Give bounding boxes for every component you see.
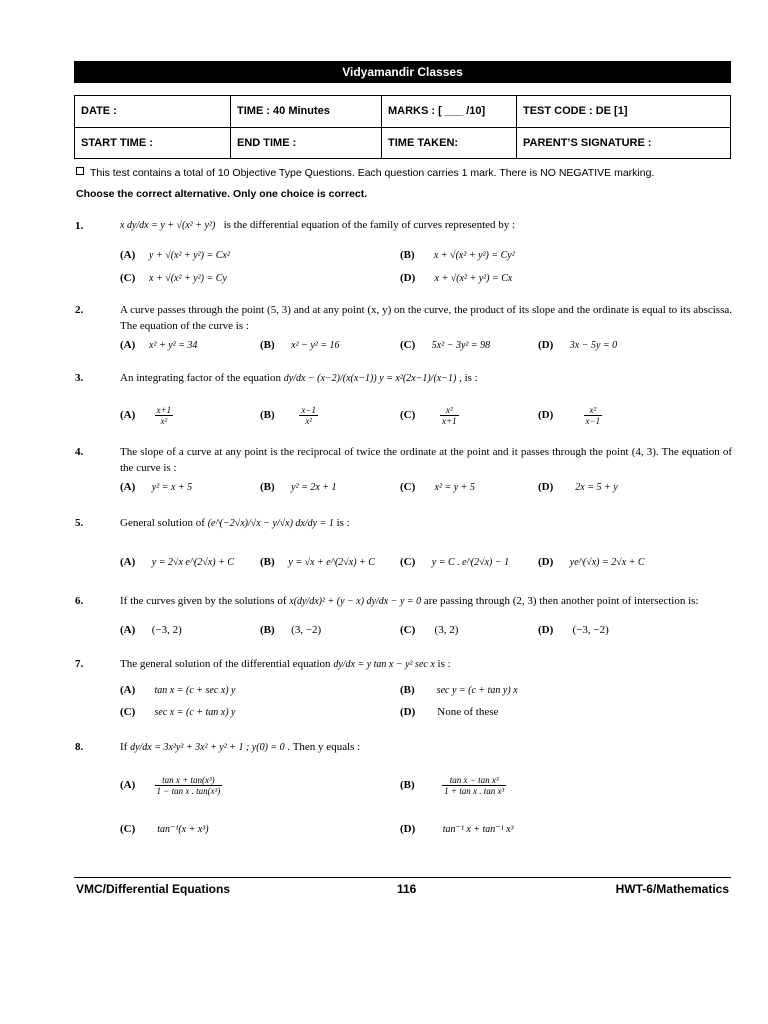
option-a[interactable] xyxy=(120,775,222,796)
question-text: The general solution of the differential equation xyxy=(120,658,331,670)
option-c[interactable] xyxy=(400,339,490,351)
option-text: ye^(√x) = 2√x + C xyxy=(569,557,645,568)
option-label: (B) xyxy=(260,624,275,636)
option-label: (B) xyxy=(260,409,275,422)
option-text: y² = x + 5 xyxy=(151,482,193,493)
option-d[interactable] xyxy=(400,272,512,284)
denominator: x² xyxy=(160,416,168,426)
numerator: x−1 xyxy=(301,405,316,415)
option-text: tan x = (c + sec x) y xyxy=(154,685,236,696)
denominator: 1 − tan x . tan(x³) xyxy=(156,786,221,796)
option-label: (B) xyxy=(400,249,415,261)
option-label: (C) xyxy=(400,481,416,493)
option-fraction xyxy=(155,775,223,796)
question-number: 7. xyxy=(75,658,84,670)
option-b[interactable] xyxy=(400,684,518,696)
option-text: (3, −2) xyxy=(291,624,322,636)
numerator: x+1 xyxy=(156,405,172,415)
option-text: (−3, 2) xyxy=(151,624,182,636)
option-label: (C) xyxy=(400,409,416,422)
page-footer xyxy=(74,877,731,896)
option-d[interactable] xyxy=(538,624,609,636)
option-label: (D) xyxy=(538,409,554,422)
option-a[interactable] xyxy=(120,481,192,493)
option-label: (C) xyxy=(120,823,136,835)
option-text: sec y = (c + tan y) x xyxy=(436,685,518,696)
option-label: (D) xyxy=(538,556,554,568)
option-text: x + √(x² + y²) = Cy xyxy=(149,273,227,284)
question-text: is : xyxy=(336,517,350,529)
question-math: (e^(−2√x)/√x − y/√x) dx/dy = 1 xyxy=(207,518,334,529)
option-label: (D) xyxy=(400,823,416,835)
option-label: (C) xyxy=(400,339,416,351)
question-math: x(dy/dx)² + (y − x) dy/dx − y = 0 xyxy=(289,596,422,607)
option-label: (D) xyxy=(538,481,554,493)
question-text: is : xyxy=(437,658,451,670)
option-fraction xyxy=(440,405,459,426)
option-label: (A) xyxy=(120,409,136,422)
option-c[interactable] xyxy=(120,706,236,718)
option-d[interactable] xyxy=(538,339,617,351)
option-c[interactable] xyxy=(120,823,209,835)
option-d[interactable] xyxy=(538,405,602,426)
option-text: tan⁻¹(x + x³) xyxy=(157,824,209,835)
question-8-stem xyxy=(120,739,360,756)
question-number: 2. xyxy=(75,304,84,316)
option-text: y = √x + e^(2√x) + C xyxy=(288,557,375,568)
option-label: (A) xyxy=(120,684,136,696)
footer-chapter: VMC/Differential Equations xyxy=(76,882,231,896)
option-c[interactable] xyxy=(400,556,509,568)
numerator: x² xyxy=(440,405,459,416)
question-number: 3. xyxy=(75,372,84,384)
option-label: (A) xyxy=(120,624,136,636)
instruction-line xyxy=(76,167,654,179)
test-info-table xyxy=(74,95,731,159)
question-1-stem xyxy=(120,217,515,234)
time-cell: TIME : 40 Minutes xyxy=(231,96,382,128)
option-text: x + √(x² + y²) = Cx xyxy=(434,273,513,284)
option-text: (−3, −2) xyxy=(572,624,609,636)
question-4-stem: The slope of a curve at any point is the reciprocal of twice the ordinate at the point and it passes through the point (4, 3). The equation of the curve is : xyxy=(120,446,732,474)
question-text: If the curves given by the solutions of xyxy=(120,595,287,607)
denominator: x+1 xyxy=(442,416,457,426)
option-d[interactable] xyxy=(400,706,498,718)
numerator: x² xyxy=(584,405,603,416)
denominator: x² xyxy=(305,416,313,426)
option-b[interactable] xyxy=(260,405,318,426)
question-2-stem: A curve passes through the point (5, 3) and at any point (x, y) on the curve, the product of its slope and the ordinate is equal to its abscissa. The equation of the curve is : xyxy=(120,304,732,332)
option-a[interactable] xyxy=(120,684,236,696)
end-time-cell: END TIME : xyxy=(231,127,382,159)
option-b[interactable] xyxy=(400,775,506,796)
question-text: General solution of xyxy=(120,517,205,529)
option-label: (C) xyxy=(120,706,136,718)
question-number: 4. xyxy=(75,446,84,458)
option-fraction xyxy=(155,405,174,426)
option-fraction xyxy=(584,405,603,426)
option-text: None of these xyxy=(437,706,499,718)
question-number: 1. xyxy=(75,220,84,232)
option-label: (C) xyxy=(400,624,416,636)
numerator: tan x − tan x³ xyxy=(442,775,506,786)
option-b[interactable] xyxy=(260,481,337,493)
option-c[interactable] xyxy=(400,405,459,426)
denominator: 1 + tan x . tan x³ xyxy=(444,786,505,796)
option-text: sec x = (c + tan x) y xyxy=(154,707,236,718)
option-label: (D) xyxy=(538,624,554,636)
denominator: x−1 xyxy=(585,416,601,426)
question-number: 8. xyxy=(75,741,84,753)
option-b[interactable] xyxy=(260,556,375,568)
option-text: y = 2√x e^(2√x) + C xyxy=(151,557,235,568)
option-fraction xyxy=(299,405,318,426)
question-text: are passing through (2, 3) then another point of intersection is: xyxy=(423,595,699,607)
option-label: (A) xyxy=(120,779,136,792)
option-a[interactable] xyxy=(120,249,230,261)
question-math: dy/dx = y tan x − y² sec x xyxy=(333,659,435,670)
question-number: 6. xyxy=(75,595,84,607)
question-number: 5. xyxy=(75,517,84,529)
instruction-bold: Choose the correct alternative. Only one choice is correct. xyxy=(76,188,368,200)
question-math: dy/dx − (x−2)/(x(x−1)) y = x²(2x−1)/(x−1) xyxy=(283,373,457,384)
option-label: (B) xyxy=(260,339,275,351)
option-label: (D) xyxy=(400,706,416,718)
option-text: 5x² − 3y² = 98 xyxy=(431,340,491,351)
option-d[interactable] xyxy=(538,556,645,568)
option-a[interactable] xyxy=(120,339,197,351)
option-text: x² + y² = 34 xyxy=(149,340,198,351)
question-text: . Then y equals : xyxy=(287,741,361,753)
option-fraction xyxy=(442,775,506,796)
option-text: tan⁻¹ x + tan⁻¹ x³ xyxy=(442,824,514,835)
question-6-stem xyxy=(120,593,699,610)
footer-subject: HWT-6/Mathematics xyxy=(615,882,729,896)
question-3-stem xyxy=(120,370,478,387)
option-b[interactable] xyxy=(260,624,321,636)
option-b[interactable] xyxy=(260,339,340,351)
option-b[interactable] xyxy=(400,249,515,261)
option-label: (B) xyxy=(400,684,415,696)
option-label: (D) xyxy=(538,339,554,351)
option-a[interactable] xyxy=(120,556,234,568)
footer-page-number: 116 xyxy=(397,882,417,896)
question-text: , is : xyxy=(459,372,478,384)
option-text: x² = y + 5 xyxy=(434,482,475,493)
option-text: y² = 2x + 1 xyxy=(291,482,337,493)
option-a[interactable] xyxy=(120,405,173,426)
option-label: (C) xyxy=(400,556,416,568)
option-label: (A) xyxy=(120,339,136,351)
option-text: (3, 2) xyxy=(434,624,459,636)
option-d[interactable] xyxy=(538,481,618,493)
test-code-cell: TEST CODE : DE [1] xyxy=(517,96,731,128)
option-c[interactable] xyxy=(400,624,458,636)
option-c[interactable] xyxy=(400,481,475,493)
option-label: (B) xyxy=(260,556,275,568)
question-text: If xyxy=(120,741,128,753)
question-5-stem xyxy=(120,515,350,532)
numerator: tan x + tan(x³) xyxy=(155,775,223,786)
signature-cell: PARENT’S SIGNATURE : xyxy=(517,127,731,159)
time-taken-cell: TIME TAKEN: xyxy=(382,127,517,159)
question-text: An integrating factor of the equation xyxy=(120,372,281,384)
option-text: y + √(x² + y²) = Cx² xyxy=(149,250,230,261)
option-text: 2x = 5 + y xyxy=(575,482,618,493)
question-math: dy/dx = 3x²y² + 3x² + y² + 1 ; y(0) = 0 xyxy=(130,742,285,753)
option-label: (A) xyxy=(120,556,136,568)
option-label: (B) xyxy=(400,779,415,792)
option-label: (A) xyxy=(120,481,136,493)
option-c[interactable] xyxy=(120,272,227,284)
marks-cell: MARKS : [ ___ /10] xyxy=(382,96,517,128)
option-label: (C) xyxy=(120,272,136,284)
question-text: is the differential equation of the family of curves represented by : xyxy=(223,219,516,231)
question-math: x dy/dx = y + √(x² + y²) xyxy=(120,220,216,231)
option-text: 3x − 5y = 0 xyxy=(569,340,618,351)
option-text: x + √(x² + y²) = Cy² xyxy=(433,250,515,261)
start-time-cell: START TIME : xyxy=(75,127,231,159)
option-label: (B) xyxy=(260,481,275,493)
institute-banner: Vidyamandir Classes xyxy=(74,61,731,83)
question-7-stem xyxy=(120,656,451,673)
instruction-text: This test contains a total of 10 Objective Type Questions. Each question carries 1 mark. There is NO NEGATIVE marking. xyxy=(90,167,655,179)
option-text: x² − y² = 16 xyxy=(291,340,340,351)
date-cell: DATE : xyxy=(75,96,231,128)
option-d[interactable] xyxy=(400,823,514,835)
option-text: y = C . e^(2√x) − 1 xyxy=(431,557,510,568)
option-label: (D) xyxy=(400,272,416,284)
option-label: (A) xyxy=(120,249,136,261)
checkbox-icon xyxy=(76,167,84,175)
option-a[interactable] xyxy=(120,624,182,636)
